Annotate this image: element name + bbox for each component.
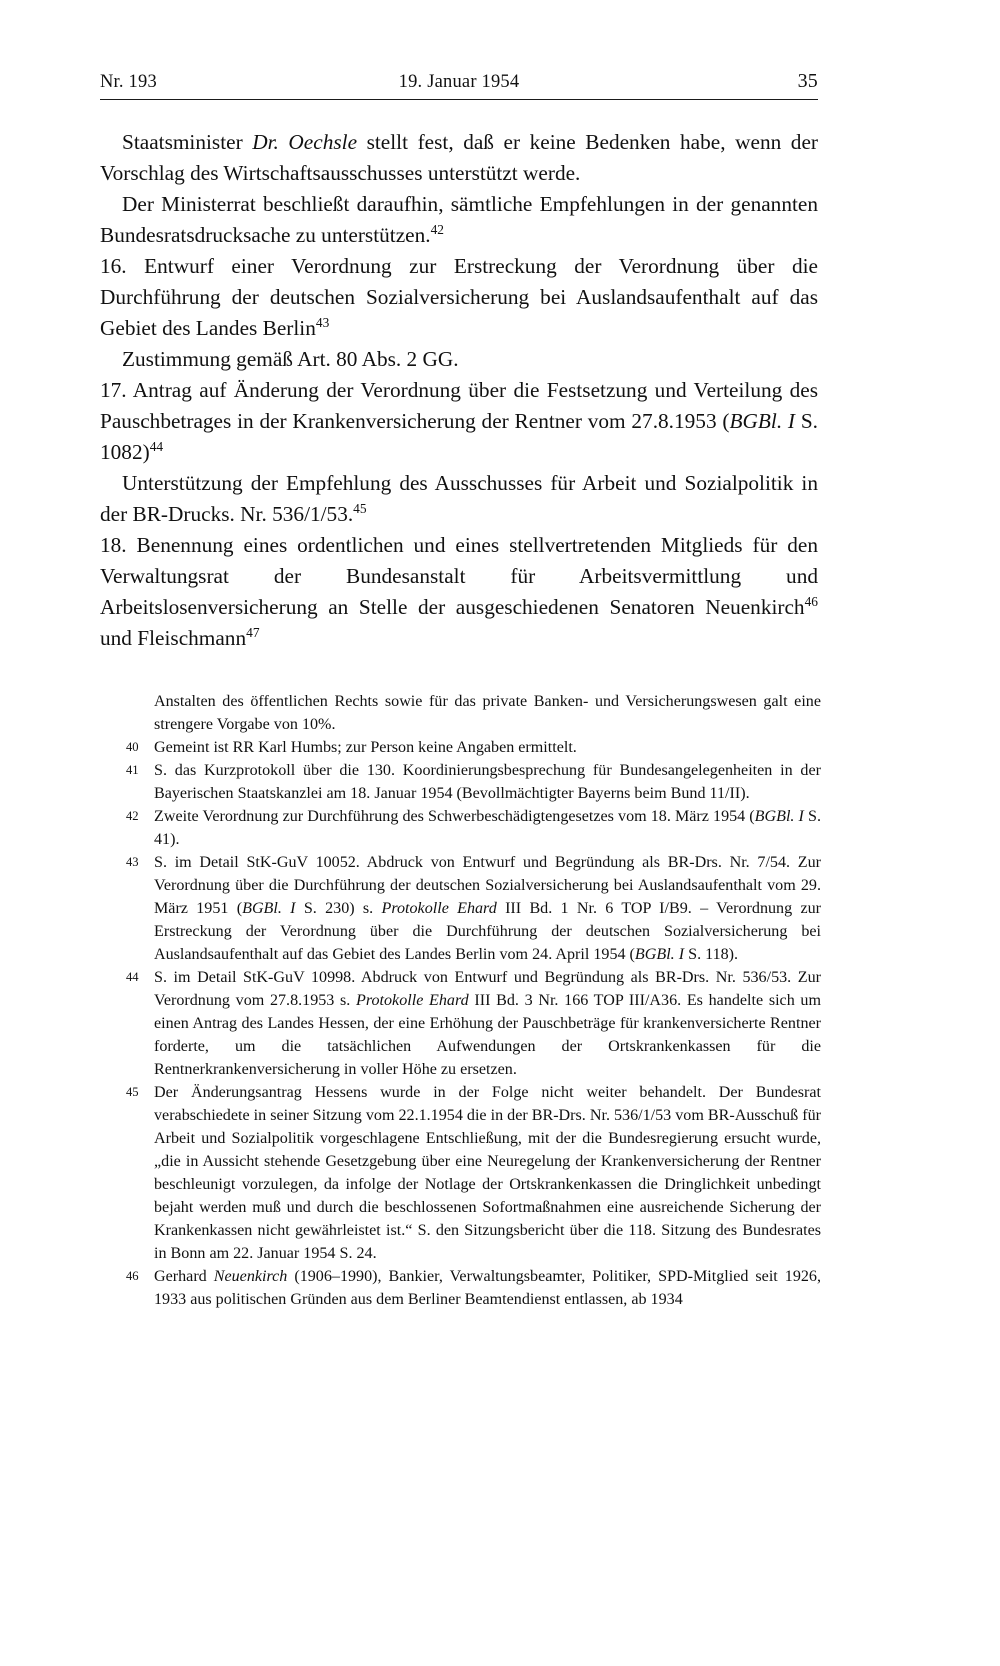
footnote-number: 43 (126, 855, 139, 869)
text-run: Anstalten des öffentlichen Rechts sowie für das private Banken- und Versicherungswesen galt eine strengere Vorgabe von 10%. (154, 693, 821, 733)
footnote-number: 40 (126, 740, 139, 754)
text-run: S. 1082) (100, 408, 818, 464)
footnote-text (154, 736, 821, 759)
running-head-number: Nr. 193 (100, 72, 157, 92)
footnote-marker: 47 (246, 624, 260, 640)
text-run: Der Ministerrat beschließt daraufhin, sämtliche Empfehlungen in der genannten Bundesratsdrucksache zu unterstützen. (100, 191, 818, 247)
text-run: S. 118). (684, 946, 739, 963)
text-run: III Bd. 3 Nr. 166 TOP III/A36. Es handelte sich um einen Antrag des Landes Hessen, der eine Erhöhung der Pauschbeträge für krankenversicherte Rentner forderte, um die tatsächlichen Aufwendungen der Ortskrankenkassen für die Rentnerkrankenversicherung in voller Höhe zu ersetzen. (154, 992, 821, 1078)
italic-text: Dr. Oechsle (252, 130, 358, 154)
running-head (100, 70, 818, 100)
footnote-item (126, 759, 821, 805)
text-run: S. im Detail StK-GuV 10052. Abdruck von Entwurf und Begründung als BR-Drs. Nr. 7/54. Zur Verordnung über die Durchführung der deutschen Sozialversicherung bei Auslandsaufenthalt vom 29. März 1951 ( (154, 854, 821, 917)
running-head-date: 19. Januar 1954 (398, 72, 520, 92)
text-run: 16. Entwurf einer Verordnung zur Erstreckung der Verordnung über die Durchführung der deutschen Sozialversicherung bei Auslandsaufenthalt auf das Gebiet des Landes Berlin (100, 253, 818, 340)
footnote-item (126, 805, 821, 851)
italic-text: Protokolle Ehard (381, 900, 497, 917)
italic-text: Neuenkirch (213, 1268, 288, 1285)
footnote-number: 41 (126, 763, 139, 777)
italic-text: Protokolle Ehard (356, 992, 469, 1009)
body-paragraph (100, 375, 818, 468)
footnote-text (154, 805, 821, 851)
body-paragraph (100, 251, 818, 344)
text-run: S. im Detail StK-GuV 10998. Abdruck von Entwurf und Begründung als BR-Drs. Nr. 536/53. Zur Verordnung vom 27.8.1953 s. (154, 969, 821, 1009)
footnote-marker: 42 (430, 221, 444, 237)
italic-text: BGBl. I (729, 408, 796, 433)
footnote-marker: 46 (804, 593, 818, 609)
footnotes-section (126, 690, 821, 1311)
text-run: und Fleischmann (100, 625, 247, 650)
footnote-number: 45 (126, 1085, 139, 1099)
text-run: 17. Antrag auf Änderung der Verordnung über die Festsetzung und Verteilung des Pauschbetrages in der Krankenversicherung der Rentner vom 27.8.1953 ( (100, 377, 818, 433)
footnote-item (126, 736, 821, 759)
body-paragraph (100, 530, 818, 654)
text-run: (1906–1990), Bankier, Verwaltungsbeamter, Politiker, SPD-Mitglied seit 1926, 1933 aus politischen Gründen aus dem Berliner Beamtendienst entlassen, ab 1934 (154, 1268, 821, 1308)
body-paragraph (100, 189, 818, 251)
footnote-number: 42 (126, 809, 139, 823)
body-paragraph (100, 344, 818, 375)
footnote-item (126, 1081, 821, 1265)
footnote-text (154, 759, 821, 805)
body-paragraph (100, 468, 818, 530)
footnote-number: 44 (126, 970, 139, 984)
text-run: Zweite Verordnung zur Durchführung des Schwerbeschädigtengesetzes vom 18. März 1954 ( (154, 808, 755, 825)
footnote-marker: 43 (315, 314, 330, 330)
text-run: Unterstützung der Empfehlung des Ausschusses für Arbeit und Sozialpolitik in der BR-Drucks. Nr. 536/1/53. (100, 470, 818, 526)
footnote-text (154, 966, 821, 1081)
text-run: Zustimmung gemäß Art. 80 Abs. 2 GG. (122, 346, 459, 371)
text-run: Der Änderungsantrag Hessens wurde in der Folge nicht weiter behandelt. Der Bundesrat verabschiedete in seiner Sitzung vom 22.1.1954 die in der BR-Drs. Nr. 536/1/53 vom BR-Ausschuß für Arbeit und Sozialpolitik vorgeschlagene Entschließung, mit der die Bundesregierung ersucht wurde, „die in Aussicht stehende Gesetzgebung über eine Neuregelung der Krankenversicherung der Rentner beschleunigt vorzulegen, da infolge der Notlage der Ortskrankenkassen die Dringlichkeit unbedingt bejaht werden muß und durch die beschlossenen Sofortmaßnahmen eine ausreichende Sicherung der Krankenkassen nicht gewährleistet ist.“ S. den Sitzungsbericht über die 118. Sitzung des Bundesrates in Bonn am 22. Januar 1954 S. 24. (154, 1084, 821, 1262)
text-run: Gemeint ist RR Karl Humbs; zur Person keine Angaben ermittelt. (154, 739, 577, 756)
footnote-text (154, 1265, 821, 1311)
footnote-marker: 45 (353, 500, 367, 516)
text-run: Gerhard (154, 1268, 214, 1285)
italic-text: BGBl. I (242, 900, 296, 917)
footnote-continuation (126, 690, 821, 736)
text-run: Staatsminister (122, 130, 253, 154)
footnote-item (126, 1265, 821, 1311)
footnote-number: 46 (126, 1269, 139, 1283)
page-number: 35 (797, 70, 818, 92)
text-run: S. das Kurzprotokoll über die 130. Koordinierungsbesprechung für Bundesangelegenheiten in der Bayerischen Staatskanzlei am 18. Januar 1954 (Bevollmächtigter Bayerns beim Bund 11/II). (154, 762, 821, 802)
text-run: III Bd. 1 Nr. 6 TOP I/B9. – Verordnung zur Erstreckung der Verordnung über die Durchführung der deutschen Sozialversicherung bei Auslandsaufenthalt auf das Gebiet des Landes Berlin vom 24. April 1954 ( (154, 900, 821, 963)
body-paragraph (100, 127, 818, 189)
footnote-text (154, 851, 821, 966)
body-text (100, 127, 818, 654)
italic-text: BGBl. I (634, 946, 685, 963)
footnote-item (126, 966, 821, 1081)
footnote-marker: 44 (149, 438, 164, 454)
text-run: stellt fest, daß er keine Bedenken habe, wenn der Vorschlag des Wirtschaftsausschusses unterstützt werde. (100, 130, 818, 185)
footnote-item (126, 851, 821, 966)
footnote-text (154, 1081, 821, 1265)
text-run: 18. Benennung eines ordentlichen und eines stellvertretenden Mitglieds für den Verwaltungsrat der Bundesanstalt für Arbeitsvermittlung und Arbeitslosenversicherung an Stelle der ausgeschiedenen Senatoren Neuenkirch (100, 532, 818, 619)
text-run: S. 230) s. (295, 900, 382, 917)
italic-text: BGBl. I (754, 808, 804, 825)
text-run: S. 41). (154, 808, 821, 848)
page-content (100, 70, 818, 654)
